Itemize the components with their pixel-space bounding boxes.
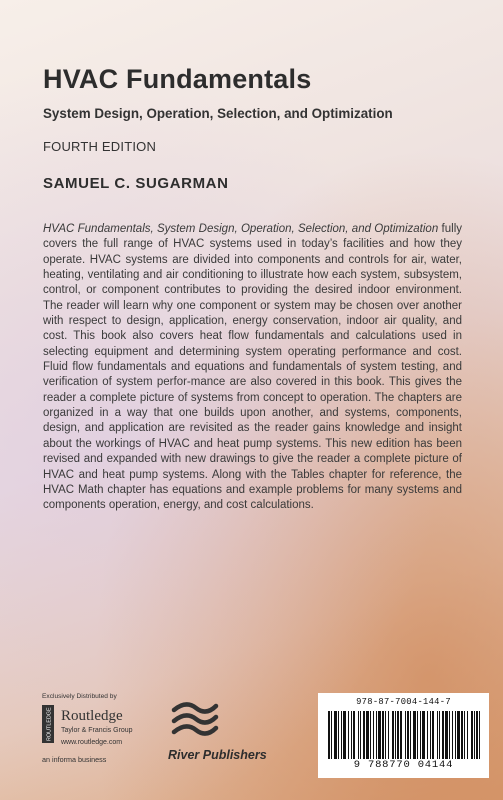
barcode-bar [427,711,428,759]
routledge-url: www.routledge.com [61,739,123,746]
barcode-bar [405,711,406,759]
barcode-bar [351,711,352,759]
description-lead-title: HVAC Fundamentals, System Design, Operation, Selection, and Optimization [43,223,439,235]
book-subtitle: System Design, Operation, Selection, and Optimization [43,106,393,121]
barcode-bar [341,711,342,759]
barcode-bar [437,711,438,759]
distributed-by-label: Exclusively Distributed by [42,693,117,700]
barcode-bar [452,711,453,759]
barcode-bar [331,711,332,759]
book-title: HVAC Fundamentals [43,64,312,94]
isbn-barcode [318,693,489,778]
author-name: SAMUEL C. SUGARMAN [43,175,229,192]
book-description [43,222,462,514]
barcode-bar [338,711,339,759]
barcode-bar [370,711,371,759]
barcode-bar [358,711,359,759]
barcode-bar [413,711,416,759]
routledge-name: Routledge [61,708,123,724]
barcode-bars [328,711,480,759]
river-publishers-logo-icon [170,700,220,738]
barcode-bar [382,711,384,759]
barcode-bar [376,711,377,759]
barcode-bar [474,711,475,759]
barcode-bar [397,711,399,759]
barcode-bar [449,711,450,759]
barcode-bar [366,711,369,759]
barcode-bar [467,711,468,759]
edition-label: FOURTH EDITION [43,139,157,154]
barcode-bar [442,711,444,759]
barcode-bar [417,711,418,759]
barcode-bar [385,711,386,759]
barcode-bar [400,711,402,759]
barcode-bar [328,711,330,759]
informa-label: an informa business [42,755,107,764]
barcode-bar [407,711,409,759]
routledge-logo-text: ROUTLEDGE [46,707,53,741]
barcode-bar [461,711,463,759]
barcode-bar [476,711,478,759]
barcode-bar [439,711,440,759]
routledge-imprint [42,693,192,764]
barcode-bar [420,711,421,759]
isbn-hyphenated: 978-87-7004-144-7 [356,697,451,707]
barcode-bar [353,711,355,759]
barcode-bar [457,711,460,759]
barcode-bar [348,711,349,759]
barcode-bar [432,711,434,759]
routledge-logo-icon [42,705,54,743]
barcode-bar [334,711,337,759]
isbn-digits: 9 788770 04144 [353,759,454,771]
barcode-bar [378,711,381,759]
barcode-bar [445,711,448,759]
barcode-bar [373,711,374,759]
barcode-bar [363,711,365,759]
barcode-bar [422,711,425,759]
barcode-bar [464,711,465,759]
barcode-bar [479,711,480,759]
river-publishers-name: River Publishers [168,748,267,762]
barcode-bar [388,711,389,759]
barcode-bar [410,711,411,759]
barcode-bar [430,711,431,759]
description-body: fully covers the full range of HVAC systems used in today’s facilities and how they operate. HVAC systems are divided into components and controls for air, water, heating, ventilating and air conditioning to illustrate how each system, subsystem, control, or component contributes to providing the desired indoor environment. The reader will learn why one component or system may be chosen over another with respect to design, application, energy conservation, indoor air quality, and cost. This book also covers heat flow fundamentals and calculations used in selecting equipment and determining system operating performance and cost. Fluid flow fundamentals and equations and fundamentals of system testing, and verification of system perfor-mance are also covered in this book. This gives the reader a complete picture of systems from concept to operation. The chapters are organized in a way that one builds upon another, and systems, components, design, and application are revisited as the reader gains knowledge and insight about the workings of HVAC and heat pump systems. This new edition has been revised and expanded with new drawings to give the reader a complete picture of HVAC and heat pump systems. Along with the Tables chapter for reference, the HVAC Math chapter has equations and example problems for many systems and components operation, energy, and cost calculations. [43,223,462,512]
barcode-bar [360,711,361,759]
barcode-bar [343,711,346,759]
barcode-bar [395,711,396,759]
routledge-subtitle: Taylor & Francis Group [61,727,133,734]
barcode-bar [392,711,394,759]
barcode-bar [471,711,473,759]
barcode-bar [455,711,456,759]
